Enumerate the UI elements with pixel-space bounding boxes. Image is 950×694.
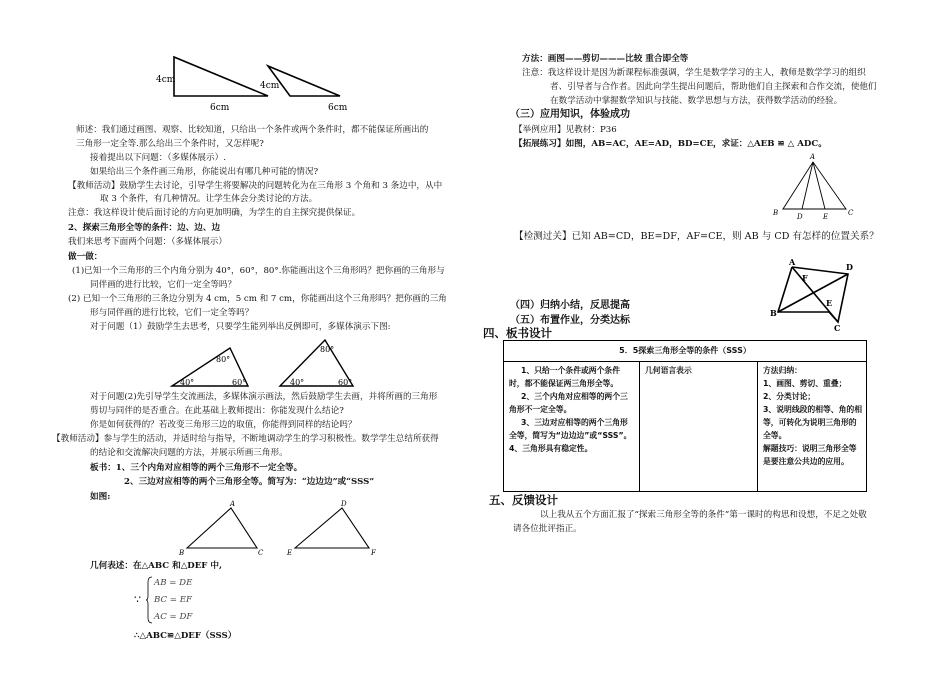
vertex-c: C — [258, 549, 264, 557]
example-ref: 【举例应用】见教材：P36 — [514, 125, 617, 135]
conclusion-4: 4、三角形具有稳定性。 — [509, 444, 593, 453]
angle-80-a: 80° — [216, 355, 231, 364]
vertex-b: B — [179, 549, 185, 557]
question-1: (1)已知一个三角形的三个内角分别为 40°，60°，80°.你能画出这个三角形吗？把你画的三角形与 — [72, 266, 445, 276]
fig5-vertex-b: B — [770, 308, 777, 318]
heading-homework: （五）布置作业，分类达标 — [510, 315, 630, 326]
triangle-abc — [187, 508, 257, 548]
fig5-vertex-c: C — [834, 323, 841, 333]
figure-congruent-triangles — [175, 500, 385, 560]
section-feedback: 五、反馈设计 — [489, 493, 558, 507]
extension-exercise: 【拓展练习】如图，AB=AC，AE=AD，BD=CE，求证：△AEB ≌ △ ADC。 — [514, 139, 827, 149]
fig5-vertex-f: F — [802, 273, 808, 283]
fig5-vertex-a: A — [789, 257, 796, 267]
fig4-vertex-a: A — [810, 153, 816, 161]
para-question-intro: 接着提出以下问题：（多媒体展示）. — [90, 153, 226, 163]
segment-ae — [813, 162, 825, 209]
angle-40-a: 40° — [180, 378, 195, 387]
feedback-line-1: 以上我从五个方面汇报了“探索三角形全等的条件”第一课时的构思和设想，不足之处敬 — [540, 510, 867, 520]
board-line-1: 板书：1、三个内角对应相等的两个三角形不一定全等。 — [90, 463, 303, 473]
conclusion-3: 3、三边对应相等的两个三角形全等，简写为“边边边”或“SSS”。 — [509, 418, 632, 440]
angle-60-a: 60° — [232, 378, 247, 387]
heading-explore-sss: 2、探索三角形全等的条件：边、边、边 — [68, 223, 221, 233]
para-how: 你是如何获得的？若改变三角形三边的取值，你能得到同样的结论吗？ — [90, 420, 357, 430]
conclusion: ∴△ABC≌△DEF（SSS） — [134, 631, 237, 641]
label-6cm-a: 6cm — [210, 103, 230, 113]
conclusion-2: 2、三个内角对应相等的两个三角形不一定全等。 — [509, 392, 628, 414]
figure-angle-triangles — [168, 336, 368, 390]
para-teacher-activity-b-2: 的结论和交流解决问题的方法，并展示所画三角形。 — [90, 448, 288, 458]
triangle-right — [174, 57, 268, 96]
fig4-vertex-e: E — [823, 213, 829, 221]
label-do-it: 做一做： — [68, 252, 103, 262]
angle-40-b: 40° — [290, 378, 305, 387]
heading-summary: （四）归纳小结，反思提高 — [510, 300, 630, 311]
heading-apply: （三）应用知识，体验成功 — [510, 109, 630, 120]
para-question1-answer: 对于问题（1）鼓励学生去思考，只要学生能列举出反例即可，多媒体演示下图: — [90, 322, 391, 332]
conclusion-1: 1、只给一个条件或两个条件时，都不能保证两三角形全等。 — [509, 366, 620, 388]
question-1-cont: 同伴画的进行比较，它们一定全等吗？ — [90, 280, 237, 290]
geometric-statement: 几何表述：在△ABC 和△DEF 中, — [90, 561, 222, 571]
vertex-e: E — [287, 549, 293, 557]
section-board-design: 四、板书设计 — [483, 326, 552, 340]
equation-ac-df: AC = DF — [154, 612, 193, 622]
fig5-vertex-e: E — [826, 298, 833, 308]
figure-triangles-4cm-6cm — [150, 52, 350, 118]
shape-outline — [778, 267, 848, 322]
para-question2-answer: 对于问题(2)先引导学生交流画法，多媒体演示画法，然后鼓励学生去画，并将所画的三角形 — [90, 392, 438, 402]
method-2: 2、分类讨论； — [763, 392, 816, 401]
triangle-def — [295, 508, 369, 548]
table-col-conclusions — [504, 361, 640, 491]
question-2-cont: 形与同伴画的进行比较，它们一定全等吗？ — [90, 308, 254, 318]
board-design-table — [503, 340, 867, 492]
equation-ab-de: AB = DE — [154, 578, 193, 588]
vertex-f: F — [371, 549, 376, 557]
figure-isosceles — [770, 150, 860, 222]
para-note: 注意：我这样设计使后面讨论的方向更加明确，为学生的自主探究提供保证。 — [68, 208, 361, 218]
para-teacher-summary-2: 三角形一定全等.那么给出三个条件时，又怎样呢? — [76, 139, 264, 149]
para-teacher-activity-b: 【教师活动】参与学生的活动，并适时给与指导，不断地调动学生的学习积极性。数学学生总结所获得 — [52, 434, 439, 444]
para-question: 如果给出三个条件画三角形，你能说出有哪几种可能的情况? — [90, 167, 319, 177]
note-line-3: 在数学活动中掌握数学知识与技能、数学思想与方法，获得数学活动的经验。 — [550, 96, 843, 106]
para-teacher-activity-2: 取 3 个条件，有几种情况。让学生体会分类讨论的方法。 — [100, 194, 318, 204]
method-1: 1、画图、剪切、重叠； — [763, 379, 847, 388]
para-teacher-summary: 师述：我们通过画图、观察、比较知道，只给出一个条件或两个条件时，都不能保证所画出的 — [76, 125, 429, 135]
fig5-vertex-d: D — [846, 262, 853, 272]
table-col-geometry: 几何语言表示 — [640, 361, 758, 491]
question-2: (2) 已知一个三角形的三条边分别为 4 cm，5 cm 和 7 cm，你能画出这个三角形吗？把你画的三角 — [68, 294, 447, 304]
method-line: 方法：画图——剪切———比较 重合即全等 — [522, 54, 689, 64]
technique: 解题技巧：说明三角形全等是要注意公共边的应用。 — [763, 444, 857, 466]
label-figure: 如图: — [90, 492, 111, 502]
test-question: 【检测过关】已知 AB=CD，BE=DF，AF=CE，则 AB 与 CD 有怎样的位置关系？ — [514, 231, 879, 242]
segment-ad — [802, 162, 813, 209]
method-3: 3、说明线段的相等、角的相等，可转化为说明三角形的全等。 — [763, 405, 862, 440]
label-4cm-b: 4cm — [260, 81, 280, 91]
para-think: 我们来思考下面两个问题：（多媒体展示） — [68, 237, 227, 247]
note-line-1: 注意：我这样设计是因为新课程标准强调，学生是数学学习的主人，教师是数学学习的组织 — [522, 68, 866, 78]
fig4-vertex-b: B — [773, 209, 779, 217]
para-question2-answer-2: 剪切与同伴的是否重合。在此基础上教师提出：你能发现什么结论? — [90, 406, 344, 416]
fig4-vertex-d: D — [797, 213, 803, 221]
because-symbol: ∵ — [134, 593, 141, 606]
label-6cm-b: 6cm — [328, 103, 348, 113]
figure-parallel — [766, 254, 856, 332]
feedback-line-2: 请各位批评指正。 — [513, 524, 582, 534]
angle-80-b: 80° — [320, 345, 335, 354]
note-line-2: 者、引导者与合作者。因此向学生提出问题后，帮助他们自主探索和合作交流，使他们 — [550, 82, 877, 92]
vertex-a: A — [230, 500, 236, 508]
para-teacher-activity: 【教师活动】鼓励学生去讨论，引导学生将要解决的问题转化为在三角形 3 个角和 3 条边中，从中 — [68, 181, 443, 191]
label-4cm-a: 4cm — [156, 75, 176, 85]
vertex-d: D — [341, 500, 347, 508]
equation-bc-ef: BC = EF — [154, 595, 192, 605]
fig4-vertex-c: C — [848, 209, 854, 217]
brace — [146, 576, 154, 624]
segment-ac — [792, 267, 838, 322]
table-title: 5．5探索三角形全等的条件（SSS） — [504, 341, 866, 362]
angle-60-b: 60° — [338, 378, 353, 387]
method-heading: 方法归纳： — [763, 366, 802, 375]
table-col-methods — [758, 361, 868, 491]
board-line-2: 2、三边对应相等的两个三角形全等。简写为：“边边边”或“SSS” — [124, 477, 375, 487]
